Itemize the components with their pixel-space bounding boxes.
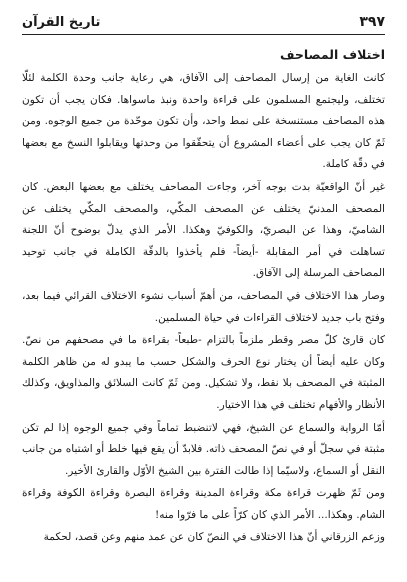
page-number: ٣٩٧ [359,14,385,30]
paragraph: ومن ثَمّ ظهرت قراءة مكة وقراءة المدينة وقراءة البصرة وقراءة الكوفة وقراءة الشام. وهكذا... الأمر الذي كان كرّاً على ما فرّوا منه! [22,487,385,521]
paragraph: كان قارئ كلّ مصر وقطر ملزماً بالتزام -طبعاً- بقراءة ما في مصحفهم من نصّ. وكان عليه أيضاً أن يختار نوع الحرف والشكل حسب ما يبدو له من ظاهر الكلمة المثبتة في المصحف بلا نقط، ولا تشكيل. ومن ثَمّ كانت السلائق والمذاويق، وكذلك الأنظار والأفهام تختلف في هذا الاختيار. [22,334,385,411]
section-title: اختلاف المصاحف [279,47,385,62]
paragraph: كانت الغاية من إرسال المصاحف إلى الآفاق، هي رعاية جانب وحدة الكلمة لئلّا تختلف، وليجتمع المسلمون على قراءة واحدة ونبذ ماسواها. فكان يجب أن تكون هذه المصاحف مستنسخة على نمط واحد، وأن تكون موحّدة من جميع الوجوه. ومن ثَمّ كان يجب على أعضاء المشروع أن يتحقّقوا من وحدتها ويقابلوا النسخ مع بعضها في دقّة كاملة. [22,72,385,171]
paragraph: وزعم الزرقاني أنّ هذا الاختلاف في النصّ كان عن عمد منهم وعن قصد، لحكمة [43,531,385,544]
running-title: تاريخ القرآن [22,15,101,30]
paragraph: غير أنّ الواقعيّة بدت بوجه آخر، وجاءت المصاحف يختلف مع بعضها البعض. كان المصحف المدنيّ يختلف عن المصحف المكّي، والمصحف المكّي يختلف عن الشاميّ، وهذا عن البصريّ، والكوفيّ وهكذا. الأمر الذي يدلّ بوضوح أنّ اللجنة تساهلت في أمر المقابلة -أيضاً- فلم يأخذوا بالدقّة الكاملة في جانب توحيد المصاحف المرسلة إلى الآفاق. [22,180,385,280]
paragraph: وصار هذا الاختلاف في المصاحف، من أهمّ أسباب نشوء الاختلاف القرائي فيما بعد، وفتح باب جديد لاختلاف القراءات في حياة المسلمين. [22,289,385,324]
running-header [22,14,385,35]
paragraph: أمّا الرواية والسماع عن الشيخ، فهي لاتنضبط تماماً وفي جميع الوجوه إذا لم تكن مثبتة في سجلّ أو في نصّ المصحف ذاته. فلابدّ أن يقع فيها خلط أو اشتباه من جانب النقل أو السماع، ولاسيّما إذا طالت الفترة بين الشيخ الأوّل والقارئ الأخير. [22,421,385,477]
